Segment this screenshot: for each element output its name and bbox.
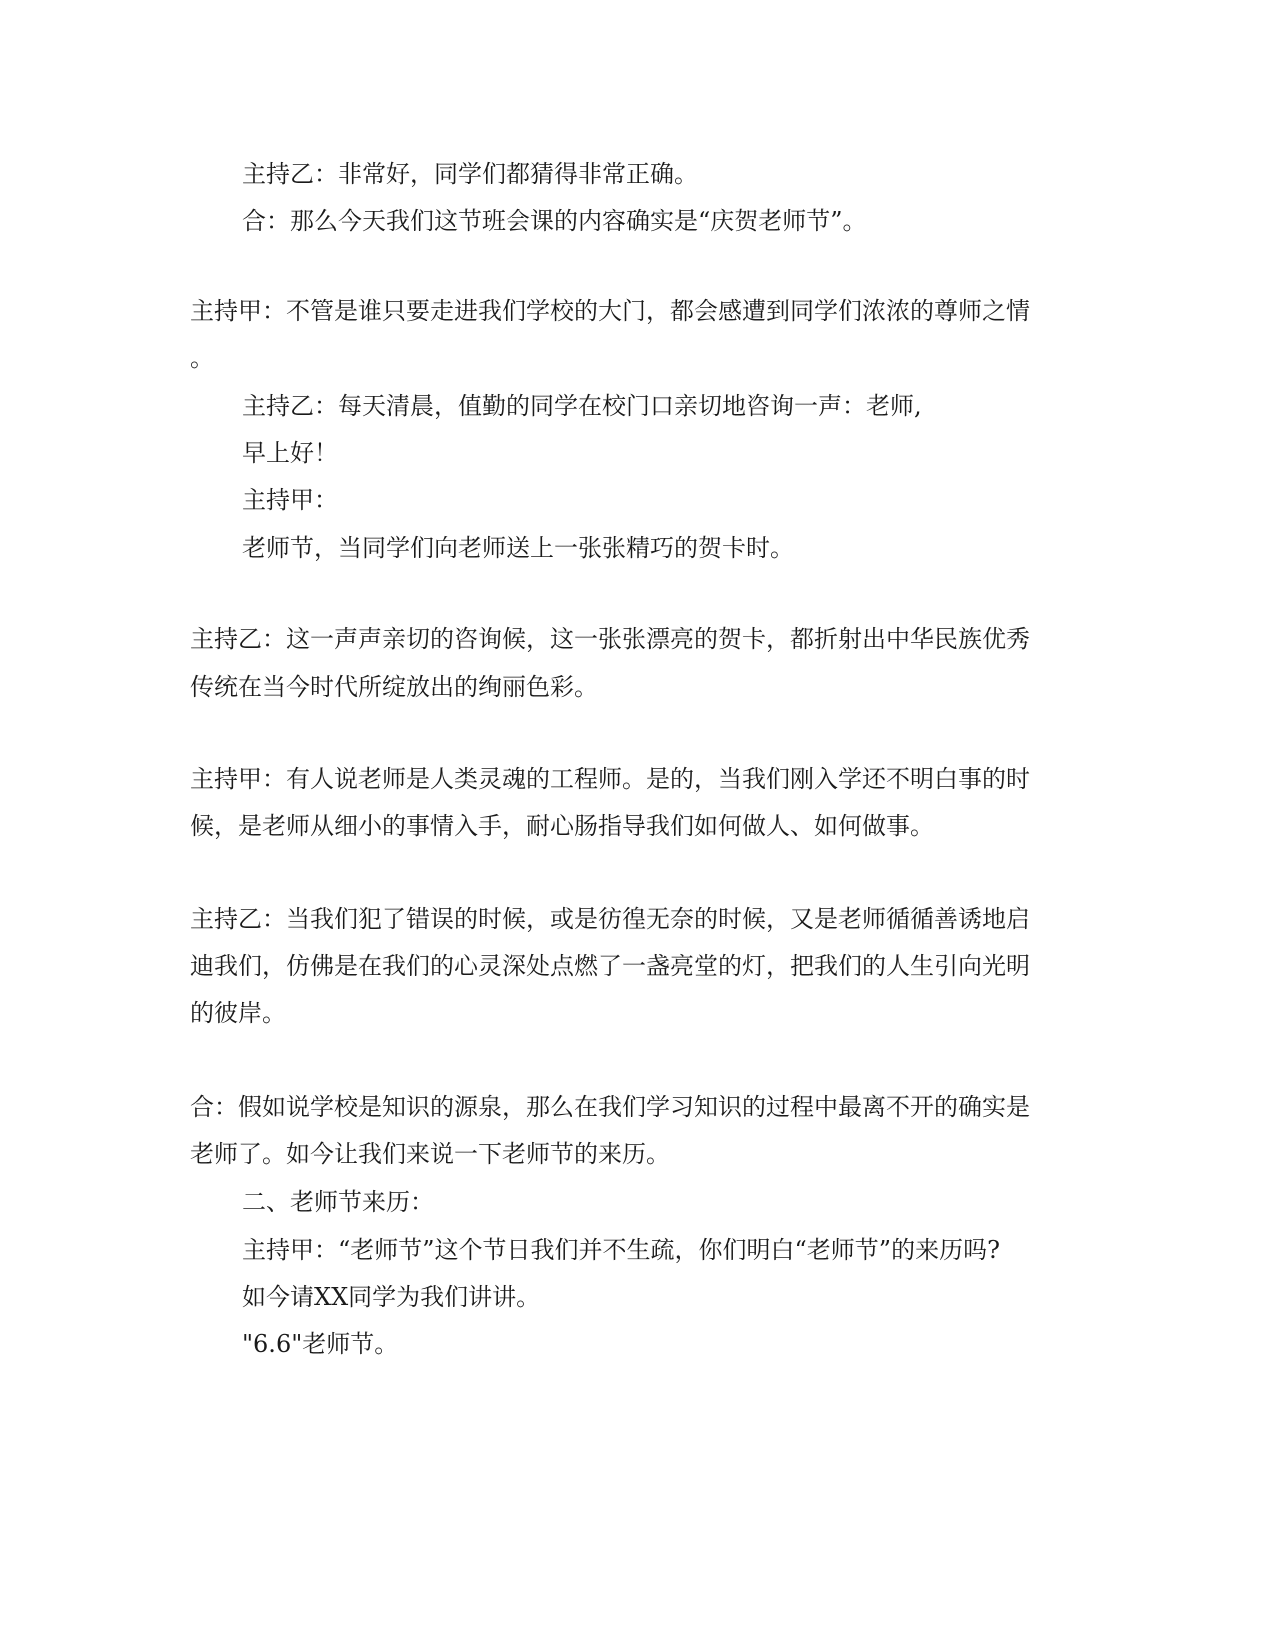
text-line-1: 主持乙：非常好，同学们都猜得非常正确。 [242,160,698,188]
text-line-9: 主持乙：这一声声亲切的咨询候，这一张张漂亮的贺卡，都折射出中华民族优秀 [190,625,1030,653]
text-line-13: 主持乙：当我们犯了错误的时候，或是彷徨无奈的时候，又是老师循循善诱地启 [190,905,1030,933]
text-line-15: 的彼岸。 [190,999,286,1027]
text-line-11: 主持甲：有人说老师是人类灵魂的工程师。是的，当我们刚入学还不明白事的时 [190,765,1030,793]
text-line-21: "6.6"老师节。 [242,1330,399,1358]
text-line-18: 二、老师节来历： [242,1188,434,1216]
text-line-17: 老师了。如今让我们来说一下老师节的来历。 [190,1140,670,1168]
text-line-3: 主持甲：不管是谁只要走进我们学校的大门，都会感遭到同学们浓浓的尊师之情 [190,297,1030,325]
text-line-16: 合：假如说学校是知识的源泉，那么在我们学习知识的过程中最离不开的确实是 [190,1093,1030,1121]
text-line-4: 。 [190,344,214,372]
text-line-7: 主持甲： [242,486,338,514]
text-line-10: 传统在当今时代所绽放出的绚丽色彩。 [190,673,598,701]
text-line-20: 如今请XX同学为我们讲讲。 [242,1283,541,1311]
text-line-2: 合：那么今天我们这节班会课的内容确实是“庆贺老师节”。 [242,207,867,235]
text-line-5: 主持乙：每天清晨，值勤的同学在校门口亲切地咨询一声：老师, [242,392,922,420]
text-line-6: 早上好！ [242,439,338,467]
text-line-14: 迪我们，仿佛是在我们的心灵深处点燃了一盏亮堂的灯，把我们的人生引向光明 [190,952,1030,980]
text-line-8: 老师节，当同学们向老师送上一张张精巧的贺卡时。 [242,534,794,562]
text-line-12: 候，是老师从细小的事情入手，耐心肠指导我们如何做人、如何做事。 [190,812,934,840]
text-line-19: 主持甲：“老师节”这个节日我们并不生疏，你们明白“老师节”的来历吗? [242,1236,1000,1264]
